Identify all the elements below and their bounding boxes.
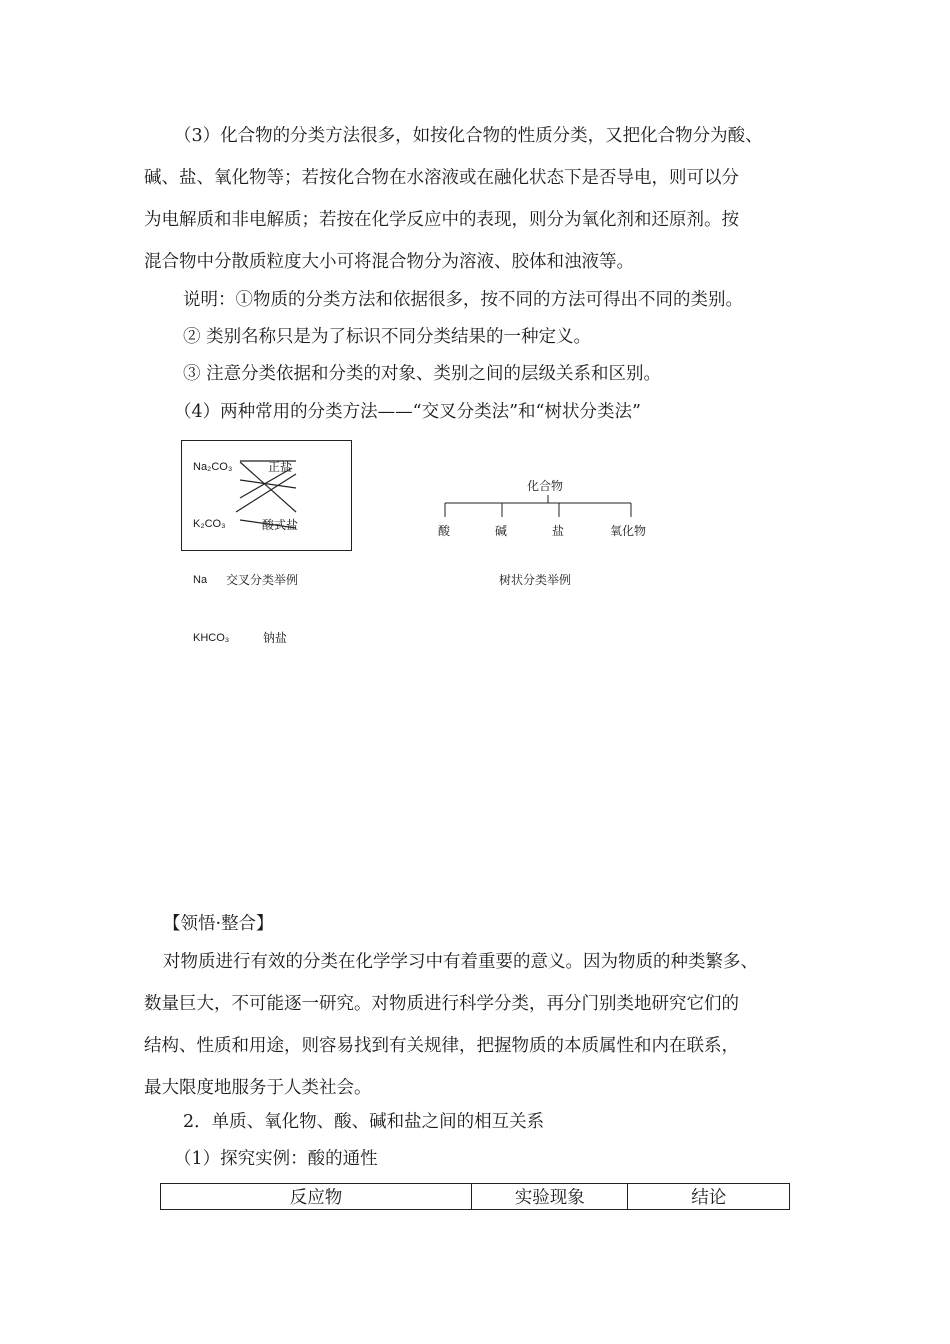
insight-line-2: 数量巨大，不可能逐一研究。对物质进行科学分类，再分门别类地研究它们的 xyxy=(144,994,739,1014)
cross-left-item-2: K₂CO₃ xyxy=(193,518,226,530)
cross-right-item-2: 酸式盐 xyxy=(262,518,299,532)
note-3: ③ 注意分类依据和分类的对象、类别之间的层级关系和区别。 xyxy=(183,364,662,384)
cross-right-item-1: 正盐 xyxy=(268,460,293,474)
cross-overflow-left-1: Na xyxy=(193,574,208,586)
insight-line-3: 结构、性质和用途，则容易找到有关规律，把握物质的本质属性和内在联系， xyxy=(144,1036,739,1056)
insight-line-1: 对物质进行有效的分类在化学学习中有着重要的意义。因为物质的种类繁多、 xyxy=(163,952,758,972)
table-header-phenomenon: 实验现象 xyxy=(471,1184,628,1210)
table-header-conclusion: 结论 xyxy=(628,1184,790,1210)
paragraph-3-line-2: 碱、盐、氧化物等；若按化合物在水溶液或在融化状态下是否导电，则可以分 xyxy=(144,168,739,188)
insight-line-4: 最大限度地服务于人类社会。 xyxy=(144,1078,372,1098)
tree-child-oxide: 氧化物 xyxy=(610,524,647,538)
paragraph-3-line-4: 混合物中分散质粒度大小可将混合物分为溶液、胶体和浊液等。 xyxy=(144,252,634,272)
tree-caption: 树状分类举例 xyxy=(499,573,572,587)
note-1: 说明：①物质的分类方法和依据很多，按不同的方法可得出不同的类别。 xyxy=(183,290,743,310)
section-2-subtitle: （1）探究实例：酸的通性 xyxy=(174,1149,378,1169)
cross-overflow-left-2: KHCO₃ xyxy=(193,632,230,644)
tree-root: 化合物 xyxy=(527,479,564,493)
cross-overflow-right: 钠盐 xyxy=(263,631,288,645)
tree-child-salt: 盐 xyxy=(552,524,565,538)
paragraph-3-line-3: 为电解质和非电解质；若按在化学反应中的表现，则分为氧化剂和还原剂。按 xyxy=(144,210,739,230)
cross-caption: 交叉分类举例 xyxy=(226,573,299,587)
reaction-table xyxy=(160,1183,790,1210)
paragraph-3-line-1: （3）化合物的分类方法很多，如按化合物的性质分类，又把化合物分为酸、 xyxy=(174,126,763,146)
paragraph-4: （4）两种常用的分类方法——“交叉分类法”和“树状分类法” xyxy=(174,402,641,422)
tree-child-base: 碱 xyxy=(495,524,508,538)
cross-left-item-1: Na₂CO₃ xyxy=(193,461,233,473)
note-2: ② 类别名称只是为了标识不同分类结果的一种定义。 xyxy=(183,327,592,347)
section-2-title: 2．单质、氧化物、酸、碱和盐之间的相互关系 xyxy=(183,1112,545,1132)
tree-child-acid: 酸 xyxy=(438,524,451,538)
insight-heading: 【领悟·整合】 xyxy=(163,914,274,934)
table-header-reactant: 反应物 xyxy=(161,1184,472,1210)
table-header-row xyxy=(161,1184,790,1210)
